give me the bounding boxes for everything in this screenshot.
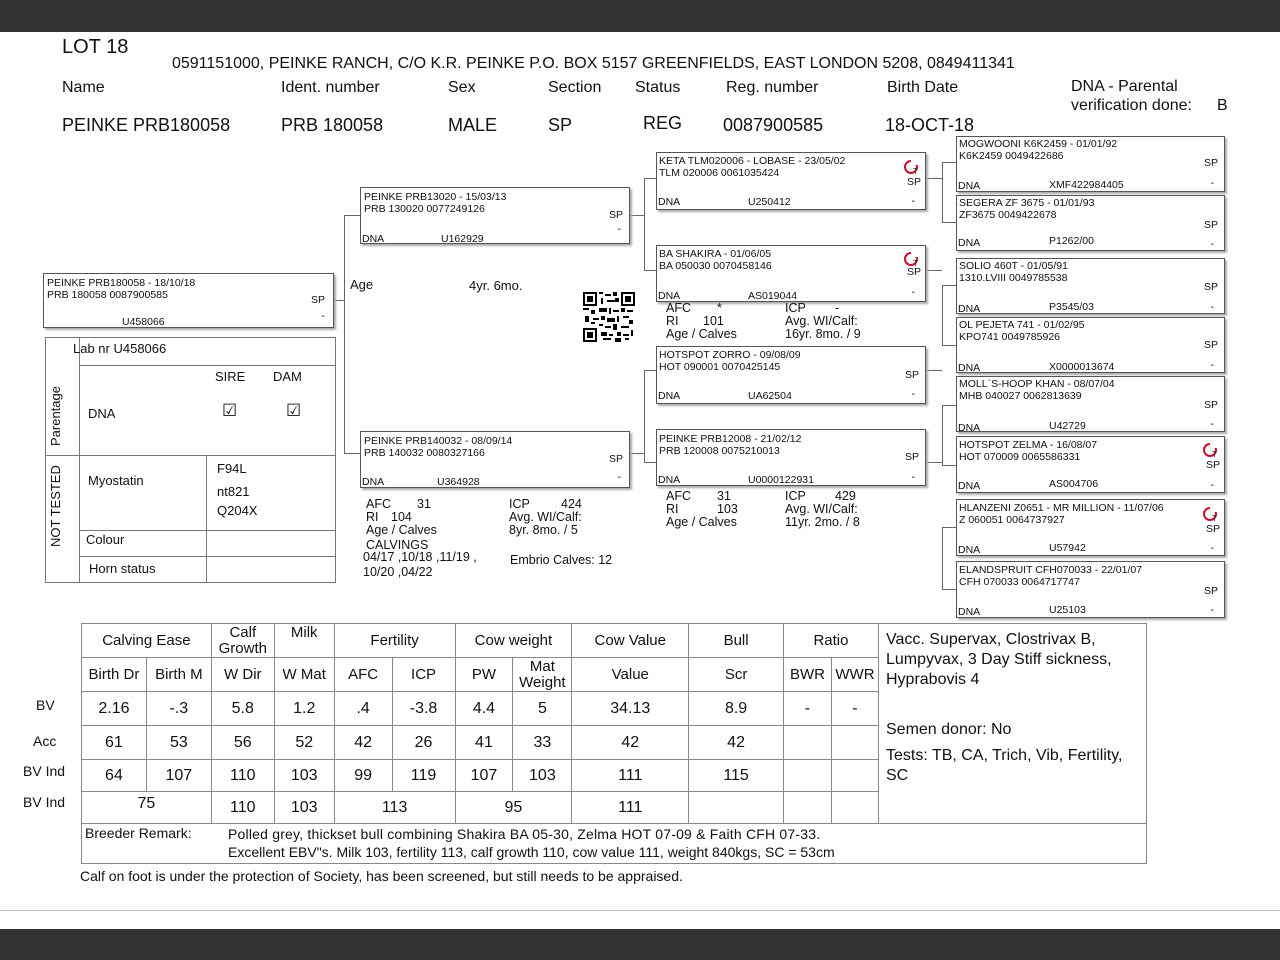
label-name: Name xyxy=(62,79,105,96)
pedigree-dna: U364928 xyxy=(437,476,480,488)
pedigree-dna: AS019044 xyxy=(748,290,798,302)
column-header: Birth Dr xyxy=(82,658,147,692)
bvind2-cell: 95 xyxy=(455,792,572,824)
acc-cell: 42 xyxy=(572,726,689,760)
perf-value: 31 xyxy=(417,497,431,511)
pedigree-title: PEINKE PRB140032 - 08/09/14 xyxy=(364,435,513,447)
connector xyxy=(926,178,942,179)
pedigree-box-sd xyxy=(656,245,926,302)
label-ident: Ident. number xyxy=(281,79,380,96)
connector xyxy=(942,285,956,286)
perf-value: 31 xyxy=(717,489,731,503)
pedigree-title: HLANZENI Z0651 - MR MILLION - 11/07/06 xyxy=(959,502,1164,514)
column-header: Mat Weight xyxy=(513,658,572,692)
pedigree-dash: - xyxy=(911,286,915,298)
connector xyxy=(942,527,943,589)
pedigree-box-sire xyxy=(360,187,630,244)
pedigree-section: SP xyxy=(906,176,921,188)
pedigree-dash: - xyxy=(1210,542,1214,554)
connector xyxy=(644,462,656,463)
pedigree-ids: PRB 140032 0080327166 xyxy=(364,447,485,459)
connector xyxy=(344,215,345,453)
pedigree-ids: ZF3675 0049422678 xyxy=(959,209,1057,221)
row-label: Acc xyxy=(33,733,57,749)
perf-value: 103 xyxy=(717,502,738,516)
acc-cell: 56 xyxy=(211,726,274,760)
label-section: Section xyxy=(548,79,602,96)
owner-address: 0591151000, PEINKE RANCH, C/O K.R. PEINKE P.O. BOX 5157 GREENFIELDS, EAST LONDON 5208, 0849411341 xyxy=(172,55,1015,72)
tests-notes: Tests: TB, CA, Trich, Vib, Fertility, SC xyxy=(886,747,1123,784)
pedigree-ids: 1310.LVIII 0049785538 xyxy=(959,272,1068,284)
bv-cell: 5.8 xyxy=(211,692,274,726)
acc-cell: 41 xyxy=(455,726,513,760)
pedigree-box-g1 xyxy=(956,136,1225,192)
perf-label: ICP xyxy=(785,489,806,503)
pedigree-dash: - xyxy=(1210,238,1214,250)
connector xyxy=(630,453,644,454)
perf-label: RI xyxy=(666,314,679,328)
perf-label: AFC xyxy=(666,301,691,315)
pedigree-box-g3 xyxy=(956,258,1225,314)
pedigree-dash: - xyxy=(911,388,915,400)
dna-verification-value: B xyxy=(1217,97,1228,114)
connector xyxy=(942,162,943,222)
pedigree-title: HOTSPOT ZORRO - 09/08/09 xyxy=(659,349,801,361)
lot-number: LOT 18 xyxy=(62,36,129,58)
connector xyxy=(942,405,943,465)
connector xyxy=(942,345,956,346)
pedigree-dna-label: DNA xyxy=(958,606,981,618)
animal-dna: U458066 xyxy=(122,316,165,328)
colour-label: Colour xyxy=(86,532,125,547)
myostatin-value: nt821 xyxy=(217,484,250,499)
connector xyxy=(942,285,943,345)
pedigree-ids: BA 050030 0070458146 xyxy=(659,260,772,272)
pedigree-dna-label: DNA xyxy=(958,544,981,556)
perf-value: 16yr. 8mo. / 9 xyxy=(785,327,861,341)
pedigree-title: MOGWOONI K6K2459 - 01/01/92 xyxy=(959,138,1118,150)
acc-cell: 26 xyxy=(392,726,455,760)
empty-cell xyxy=(689,792,784,824)
pedigree-ids: K6K2459 0049422686 xyxy=(959,150,1064,162)
horn-status-label: Horn status xyxy=(89,561,156,576)
value-birth: 18-OCT-18 xyxy=(885,115,975,135)
pedigree-dna: P3545/03 xyxy=(1049,301,1094,313)
myostatin-value: Q204X xyxy=(217,503,258,518)
value-name: PEINKE PRB180058 xyxy=(62,115,231,135)
bvind-cell: 107 xyxy=(455,760,513,792)
perf-value: * xyxy=(717,301,722,315)
acc-cell xyxy=(831,726,878,760)
perf-value: 424 xyxy=(561,497,582,511)
column-header: W Dir xyxy=(211,658,274,692)
pedigree-dna-label: DNA xyxy=(658,196,681,208)
empty-cell xyxy=(831,792,878,824)
pedigree-dash: - xyxy=(1210,418,1214,430)
bvind-cell: 115 xyxy=(689,760,784,792)
pedigree-ids: CFH 070033 0064717747 xyxy=(959,576,1080,588)
pedigree-title: PEINKE PRB12008 - 21/02/12 xyxy=(659,433,802,445)
perf-label: Avg. WI/Calf: xyxy=(509,510,582,524)
column-header: ICP xyxy=(392,658,455,692)
pedigree-title: HOTSPOT ZELMA - 16/08/07 xyxy=(959,439,1098,451)
pedigree-section: SP xyxy=(1203,157,1218,169)
sire-header: SIRE xyxy=(215,369,246,384)
bv-cell: 4.4 xyxy=(455,692,513,726)
divider xyxy=(79,530,336,531)
column-header: Birth M xyxy=(146,658,211,692)
pedigree-title: BA SHAKIRA - 01/06/05 xyxy=(659,248,772,260)
bvind-cell: 107 xyxy=(146,760,211,792)
pedigree-dna: U42729 xyxy=(1049,420,1086,432)
calvings-label: CALVINGS xyxy=(366,538,429,552)
pedigree-dash: - xyxy=(1210,301,1214,313)
connector xyxy=(644,370,645,462)
bvind-cell: 103 xyxy=(274,760,334,792)
bv-cell: -3.8 xyxy=(392,692,455,726)
ebv-table xyxy=(81,623,879,824)
connector xyxy=(630,215,644,216)
society-logo-icon xyxy=(903,158,921,176)
svg-text:T: T xyxy=(1212,514,1217,523)
pedigree-ids: Z 060051 0064737927 xyxy=(959,514,1065,526)
svg-text:T: T xyxy=(1212,450,1217,459)
pedigree-dna: U25103 xyxy=(1049,604,1086,616)
bvind-cell: 103 xyxy=(513,760,572,792)
perf-label: Age / Calves xyxy=(666,515,737,529)
pedigree-dna: U162929 xyxy=(441,233,484,245)
pedigree-dash: - xyxy=(911,471,915,483)
perf-label: Age / Calves xyxy=(666,327,737,341)
svg-text:T: T xyxy=(913,259,918,268)
bvind-cell xyxy=(783,760,831,792)
row-label: BV Ind xyxy=(23,763,66,779)
animal-box xyxy=(43,273,334,328)
perf-label: RI xyxy=(666,502,679,516)
sire-check-icon: ☑ xyxy=(222,401,238,420)
pedigree-dash: - xyxy=(911,195,915,207)
pedigree-box-g6 xyxy=(956,436,1225,493)
column-header: PW xyxy=(455,658,513,692)
breeder-remark-label: Breeder Remark: xyxy=(85,825,192,841)
calvings-dates: 04/17 ,10/18 ,11/19 , xyxy=(363,550,477,564)
pedigree-box-ds xyxy=(656,346,926,404)
label-dna-2: verification done: xyxy=(1071,97,1192,114)
bv-cell: - xyxy=(783,692,831,726)
pedigree-section: SP xyxy=(1203,399,1218,411)
pedigree-ids: TLM 020006 0061035424 xyxy=(659,167,780,179)
pedigree-box-g5 xyxy=(956,376,1225,432)
pedigree-title: ELANDSPRUIT CFH070033 - 22/01/07 xyxy=(959,564,1143,576)
group-header: Cow Value xyxy=(572,624,689,658)
breeder-remark-line: Excellent EBV"s. Milk 103, fertility 113, calf growth 110, cow value 111, weight 840kgs, SC = 53cm xyxy=(228,844,835,860)
pedigree-dna-label: DNA xyxy=(658,290,681,302)
perf-value: 11yr. 2mo. / 8 xyxy=(785,515,860,529)
perf-value: 101 xyxy=(703,314,724,328)
embrio-calves: Embrio Calves: 12 xyxy=(510,553,613,567)
connector xyxy=(942,222,956,223)
dam-header: DAM xyxy=(273,369,302,384)
acc-cell: 33 xyxy=(513,726,572,760)
value-ident: PRB 180058 xyxy=(281,115,384,135)
row-label: BV Ind xyxy=(23,794,66,810)
pedigree-section: SP xyxy=(1203,281,1218,293)
pedigree-dna-label: DNA xyxy=(658,474,681,486)
lab-number: Lab nr U458066 xyxy=(73,341,167,356)
group-header: Ratio xyxy=(783,624,878,658)
connector xyxy=(942,162,956,163)
perf-value: 429 xyxy=(835,489,856,503)
not-tested-side-label: NOT TESTED xyxy=(48,465,63,547)
pedigree-section: SP xyxy=(1205,459,1220,471)
perf-label: Age / Calves xyxy=(366,523,437,537)
animal-section: SP xyxy=(310,294,325,306)
group-header: Bull xyxy=(689,624,784,658)
divider xyxy=(45,455,336,456)
dna-label: DNA xyxy=(88,406,116,421)
pedigree-section: SP xyxy=(1203,585,1218,597)
pedigree-dna-label: DNA xyxy=(362,233,385,245)
pedigree-dash: - xyxy=(1210,359,1214,371)
perf-label: ICP xyxy=(509,497,530,511)
column-header: Value xyxy=(572,658,689,692)
animal-ids: PRB 180058 0087900585 xyxy=(47,289,168,301)
bv-cell: - xyxy=(831,692,878,726)
group-header: Fertility xyxy=(334,624,455,658)
bv-cell: 5 xyxy=(513,692,572,726)
qr-code xyxy=(583,292,635,342)
bvind-cell: 110 xyxy=(211,760,274,792)
pedigree-dna: P1262/00 xyxy=(1049,235,1094,247)
footer-note: Calf on foot is under the protection of Society, has been screened, but still needs to be appraised. xyxy=(80,868,683,884)
acc-cell: 53 xyxy=(146,726,211,760)
connector xyxy=(926,370,942,371)
connector xyxy=(334,300,344,301)
empty-cell xyxy=(783,792,831,824)
pedigree-dash: - xyxy=(1210,177,1214,189)
pedigree-section: SP xyxy=(904,451,919,463)
column-header: Scr xyxy=(689,658,784,692)
acc-cell: 52 xyxy=(274,726,334,760)
perf-label: AFC xyxy=(366,497,391,511)
bv-cell: -.3 xyxy=(146,692,211,726)
pedigree-title: SOLIO 460T - 01/05/91 xyxy=(959,260,1068,272)
perf-label: Avg. WI/Calf: xyxy=(785,502,858,516)
group-header: Calving Ease xyxy=(82,624,212,658)
pedigree-box-dam xyxy=(360,431,630,488)
pedigree-section: SP xyxy=(608,209,623,221)
age-value: 4yr. 6mo. xyxy=(469,278,523,293)
pedigree-dash: - xyxy=(617,471,621,483)
pedigree-dna: U57942 xyxy=(1049,542,1086,554)
breeder-remark-line: Polled grey, thickset bull combining Shakira BA 05-30, Zelma HOT 07-09 & Faith CFH 07-33. xyxy=(228,826,821,842)
pedigree-dna-label: DNA xyxy=(958,480,981,492)
pedigree-dash: - xyxy=(617,223,621,235)
bvind2-cell: 103 xyxy=(274,792,334,824)
pedigree-dash: - xyxy=(1210,604,1214,616)
pedigree-ids: HOT 090001 0070425145 xyxy=(659,361,781,373)
pedigree-box-g7 xyxy=(956,499,1225,556)
perf-value: - xyxy=(835,301,840,315)
bvind-cell: 111 xyxy=(572,760,689,792)
pedigree-title: SEGERA ZF 3675 - 01/01/93 xyxy=(959,197,1095,209)
animal-dash: - xyxy=(321,310,325,322)
perf-value: 8yr. 8mo. / 5 xyxy=(509,523,578,537)
acc-cell: 42 xyxy=(334,726,392,760)
bv-cell: .4 xyxy=(334,692,392,726)
semen-donor: Semen donor: No xyxy=(886,721,1012,738)
label-status: Status xyxy=(635,79,681,96)
pedigree-ids: MHB 040027 0062813639 xyxy=(959,390,1082,402)
pedigree-box-g4 xyxy=(956,317,1225,373)
pedigree-dna: UA62504 xyxy=(748,390,792,402)
pedigree-ids: HOT 070009 0065586331 xyxy=(959,451,1081,463)
bottom-bar xyxy=(0,929,1280,960)
divider xyxy=(79,365,336,366)
bvind-cell xyxy=(831,760,878,792)
pedigree-dna: AS004706 xyxy=(1049,478,1099,490)
value-section: SP xyxy=(548,115,573,135)
value-status: REG xyxy=(643,113,683,133)
label-birth: Birth Date xyxy=(887,79,959,96)
connector xyxy=(942,465,956,466)
perf-value: 104 xyxy=(391,510,412,524)
pedigree-box-ss xyxy=(656,152,926,210)
myostatin-label: Myostatin xyxy=(88,473,144,488)
bv-cell: 2.16 xyxy=(82,692,147,726)
connector xyxy=(644,270,656,271)
column-header: W Mat xyxy=(274,658,334,692)
divider xyxy=(206,456,207,583)
pedigree-dna-label: DNA xyxy=(362,476,385,488)
svg-text:T: T xyxy=(913,167,918,176)
connector xyxy=(344,215,360,216)
connector xyxy=(644,370,656,371)
connector xyxy=(644,178,645,270)
pedigree-section: SP xyxy=(904,369,919,381)
pedigree-dna-label: DNA xyxy=(958,362,981,374)
connector xyxy=(926,462,942,463)
pedigree-dna-label: DNA xyxy=(958,237,981,249)
pedigree-ids: KPO741 0049785926 xyxy=(959,331,1061,343)
bvind2-cell: 113 xyxy=(334,792,455,824)
divider xyxy=(79,337,80,583)
group-header: Cow weight xyxy=(455,624,572,658)
bvind2-cell: 75 xyxy=(82,792,212,824)
bvind2-cell: 110 xyxy=(211,792,274,824)
pedigree-title: MOLL`S-HOOP KHAN - 08/07/04 xyxy=(959,378,1115,390)
pedigree-dna: XMF422984405 xyxy=(1049,179,1124,191)
pedigree-section: SP xyxy=(1203,339,1218,351)
bottom-divider xyxy=(0,910,1280,911)
value-reg: 0087900585 xyxy=(723,115,824,135)
pedigree-dna-label: DNA xyxy=(658,390,681,402)
bv-cell: 34.13 xyxy=(572,692,689,726)
pedigree-title: PEINKE PRB13020 - 15/03/13 xyxy=(364,191,507,203)
pedigree-dna: X0000013674 xyxy=(1049,361,1115,373)
pedigree-section: SP xyxy=(1203,219,1218,231)
bvind-cell: 99 xyxy=(334,760,392,792)
perf-label: AFC xyxy=(666,489,691,503)
pedigree-dash: - xyxy=(1210,479,1214,491)
age-label: Age xyxy=(350,277,374,292)
acc-cell xyxy=(783,726,831,760)
top-bar xyxy=(0,0,1280,32)
pedigree-title: OL PEJETA 741 - 01/02/95 xyxy=(959,319,1085,331)
pedigree-section: SP xyxy=(906,266,921,278)
perf-label: ICP xyxy=(785,301,806,315)
pedigree-dna-label: DNA xyxy=(958,422,981,434)
column-header: WWR xyxy=(831,658,878,692)
connector xyxy=(942,589,956,590)
column-header: AFC xyxy=(334,658,392,692)
calvings-dates: 10/20 ,04/22 xyxy=(363,565,433,579)
pedigree-section: SP xyxy=(608,453,623,465)
acc-cell: 61 xyxy=(82,726,147,760)
dam-check-icon: ☑ xyxy=(286,401,302,420)
group-header: Calf Growth xyxy=(211,624,274,658)
connector xyxy=(942,527,956,528)
bv-cell: 1.2 xyxy=(274,692,334,726)
bv-cell: 8.9 xyxy=(689,692,784,726)
pedigree-section: SP xyxy=(1205,523,1220,535)
connector xyxy=(644,178,656,179)
perf-label: Avg. WI/Calf: xyxy=(785,314,858,328)
divider xyxy=(79,556,336,557)
pedigree-box-g2 xyxy=(956,195,1225,251)
connector xyxy=(926,270,942,271)
row-label: BV xyxy=(36,697,55,713)
perf-label: RI xyxy=(366,510,379,524)
bvind2-cell: 111 xyxy=(572,792,689,824)
pedigree-ids: PRB 130020 0077249126 xyxy=(364,203,485,215)
label-dna-1: DNA - Parental xyxy=(1071,78,1178,95)
pedigree-title: KETA TLM020006 - LOBASE - 23/05/02 xyxy=(659,155,846,167)
pedigree-dna: U250412 xyxy=(748,196,791,208)
column-header: BWR xyxy=(783,658,831,692)
animal-title: PEINKE PRB180058 - 18/10/18 xyxy=(47,277,196,289)
connector xyxy=(942,405,956,406)
label-reg: Reg. number xyxy=(726,79,819,96)
connector xyxy=(344,453,360,454)
pedigree-ids: PRB 120008 0075210013 xyxy=(659,445,780,457)
society-logo-icon xyxy=(1202,441,1220,459)
group-header: Milk xyxy=(274,624,334,658)
bvind-cell: 119 xyxy=(392,760,455,792)
pedigree-dna-label: DNA xyxy=(958,303,981,315)
myostatin-value: F94L xyxy=(217,461,247,476)
vaccination-notes: Vacc. Supervax, Clostrivax B, Lumpyvax, 3 Day Stiff sickness, Hyprabovis 4 xyxy=(886,631,1112,688)
bvind-cell: 64 xyxy=(82,760,147,792)
pedigree-box-g8 xyxy=(956,561,1225,618)
parentage-side-label: Parentage xyxy=(48,386,63,446)
society-logo-icon xyxy=(1202,505,1220,523)
pedigree-dna: U0000122931 xyxy=(748,474,814,486)
pedigree-dna-label: DNA xyxy=(958,180,981,192)
pedigree-box-dd xyxy=(656,429,926,486)
label-sex: Sex xyxy=(448,79,476,96)
value-sex: MALE xyxy=(448,115,498,135)
acc-cell: 42 xyxy=(689,726,784,760)
